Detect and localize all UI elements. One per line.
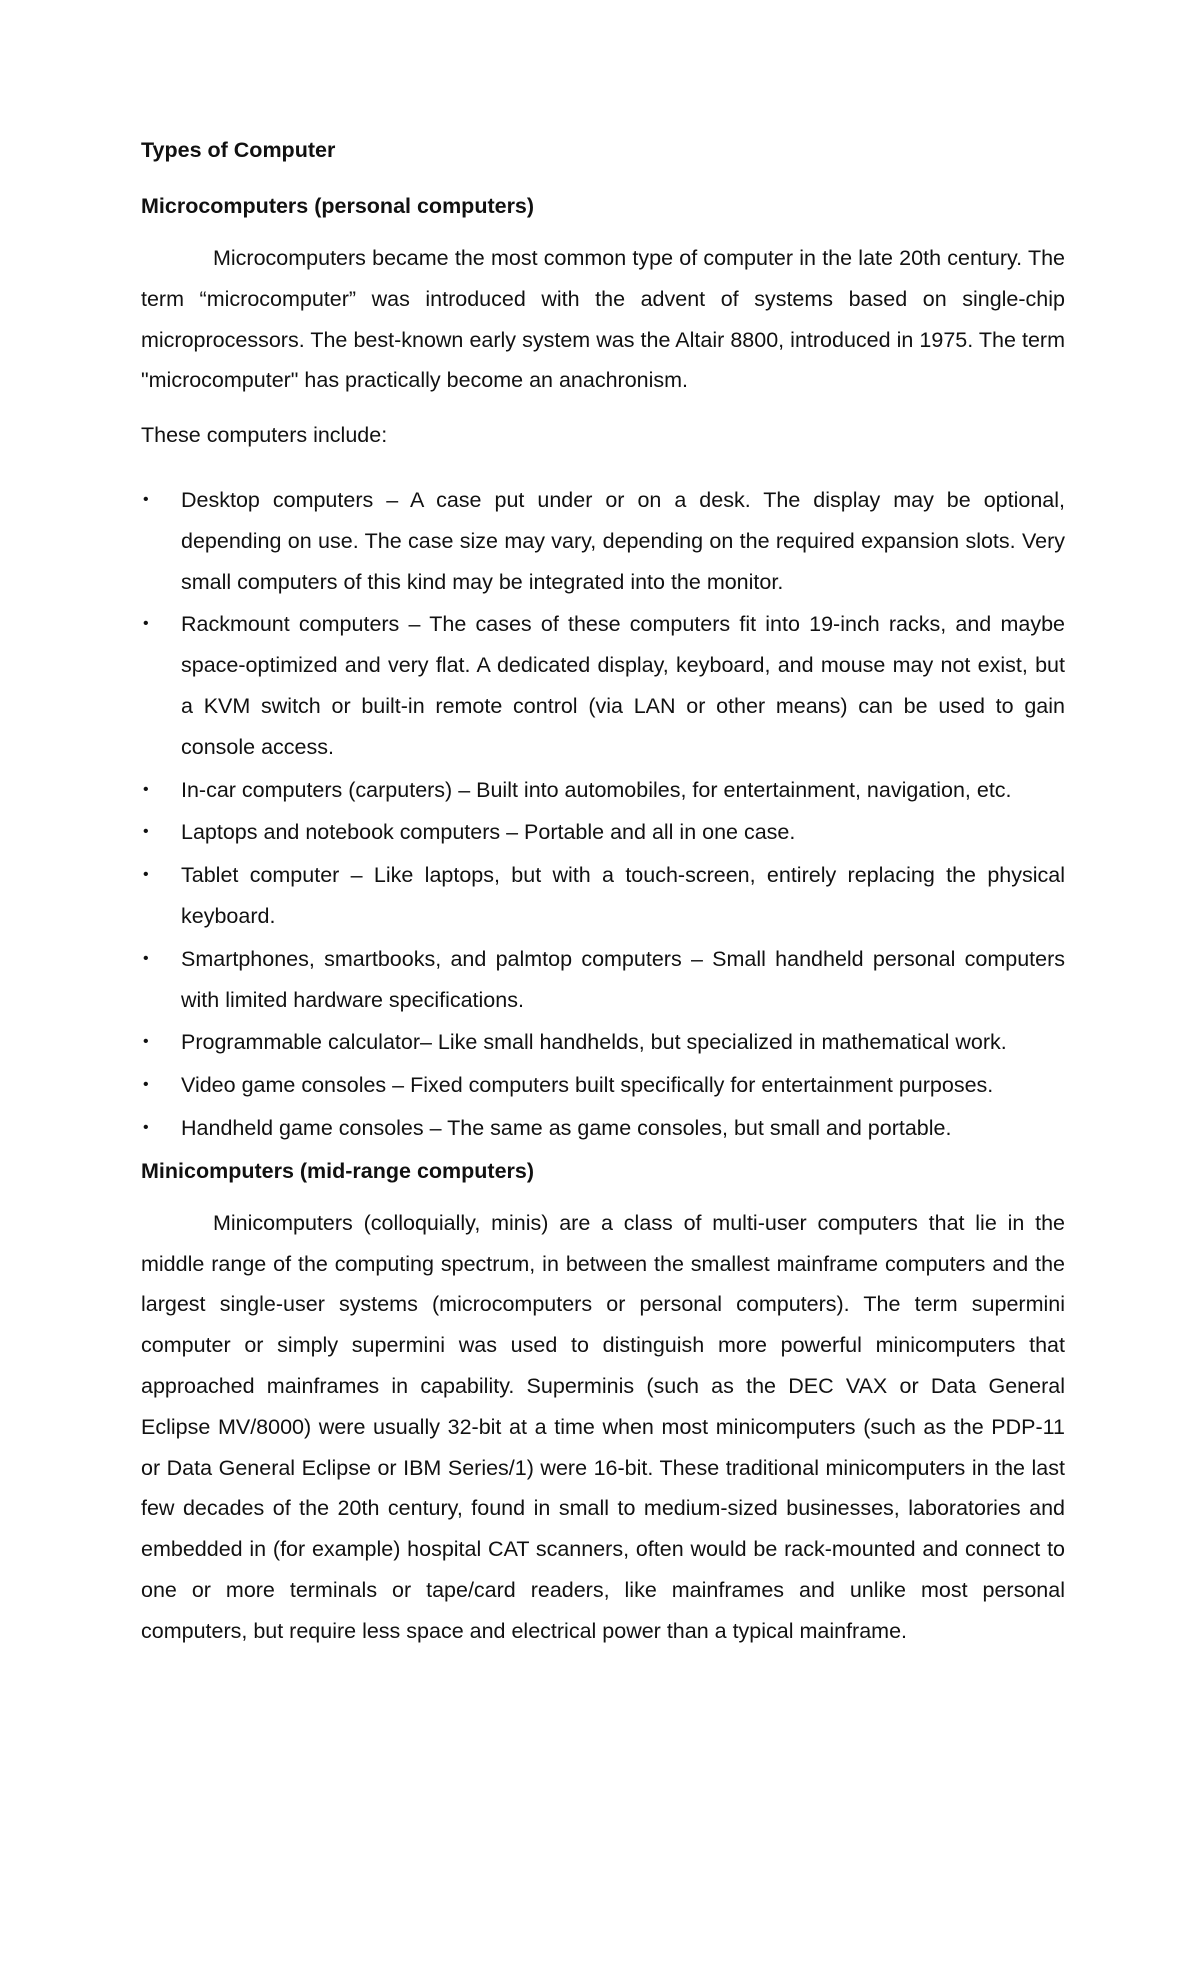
list-item-text: Handheld game consoles – The same as game consoles, but small and portable. bbox=[181, 1115, 952, 1140]
section-heading-microcomputers: Microcomputers (personal computers) bbox=[141, 194, 535, 218]
bullet-icon: • bbox=[143, 780, 149, 798]
bullet-icon: • bbox=[143, 1033, 149, 1051]
bullet-icon: • bbox=[143, 866, 149, 884]
list-item bbox=[141, 1065, 1065, 1106]
list-item bbox=[141, 855, 1065, 937]
list-item-text: In-car computers (carputers) – Built into automobiles, for entertainment, navigation, etc. bbox=[181, 777, 1012, 802]
list-item bbox=[141, 480, 1065, 602]
list-item bbox=[141, 604, 1065, 767]
list-item-text: Rackmount computers – The cases of these computers fit into 19-inch racks, and maybe space-optimized and very flat. A dedicated display, keyboard, and mouse may not exist, but a KVM switch or built-in remote control (via LAN or other means) can be used to gain console access. bbox=[181, 612, 1065, 759]
bullet-icon: • bbox=[143, 949, 149, 967]
list-item bbox=[141, 939, 1065, 1021]
bullet-icon: • bbox=[143, 1076, 149, 1094]
list-item bbox=[141, 770, 1065, 811]
list-item-text: Video game consoles – Fixed computers built specifically for entertainment purposes. bbox=[181, 1073, 994, 1098]
list-intro: These computers include: bbox=[141, 423, 388, 448]
bullet-icon: • bbox=[143, 1118, 149, 1136]
list-item bbox=[141, 1108, 1065, 1149]
list-item-text: Tablet computer – Like laptops, but with a touch-screen, entirely replacing the physical keyboard. bbox=[181, 863, 1065, 928]
paragraph-minicomputers: Minicomputers (colloquially, minis) are a class of multi-user computers that lie in the middle range of the computing spectrum, in between the smallest mainframe computers and the largest single-user systems (microcomputers or personal computers). The term supermini computer or simply supermini was used to distinguish more powerful minicomputers that approached mainframes in capability. Superminis (such as the DEC VAX or Data General Eclipse MV/8000) were usually 32-bit at a time when most minicomputers (such as the PDP-11 or Data General Eclipse or IBM Series/1) were 16-bit. These traditional minicomputers in the last few decades of the 20th century, found in small to medium-sized businesses, laboratories and embedded in (for example) hospital CAT scanners, often would be rack-mounted and connect to one or more terminals or tape/card readers, like mainframes and unlike most personal computers, but require less space and electrical power than a typical mainframe. bbox=[141, 1210, 1065, 1643]
document-title: Types of Computer bbox=[141, 138, 336, 162]
computer-types-list bbox=[141, 480, 1065, 1149]
bullet-icon: • bbox=[143, 823, 149, 841]
paragraph-microcomputers: Microcomputers became the most common type of computer in the late 20th century. The term “microcomputer” was introduced with the advent of systems based on single-chip microprocessors. The best-known early system was the Altair 8800, introduced in 1975. The term "microcomputer" has practically become an anachronism. bbox=[141, 246, 1065, 393]
document-page bbox=[141, 130, 1065, 1652]
list-item-text: Desktop computers – A case put under or on a desk. The display may be optional, depending on use. The case size may vary, depending on the required expansion slots. Very small computers of this kind may be integrated into the monitor. bbox=[181, 487, 1065, 594]
list-item-text: Programmable calculator– Like small handhelds, but specialized in mathematical work. bbox=[181, 1030, 1007, 1055]
list-item bbox=[141, 812, 1065, 853]
section-heading-minicomputers: Minicomputers (mid-range computers) bbox=[141, 1158, 535, 1183]
list-item bbox=[141, 1022, 1065, 1063]
bullet-icon: • bbox=[143, 615, 149, 633]
bullet-icon: • bbox=[143, 490, 149, 508]
list-item-text: Smartphones, smartbooks, and palmtop computers – Small handheld personal computers with limited hardware specifications. bbox=[181, 946, 1065, 1012]
list-item-text: Laptops and notebook computers – Portable and all in one case. bbox=[181, 820, 796, 845]
